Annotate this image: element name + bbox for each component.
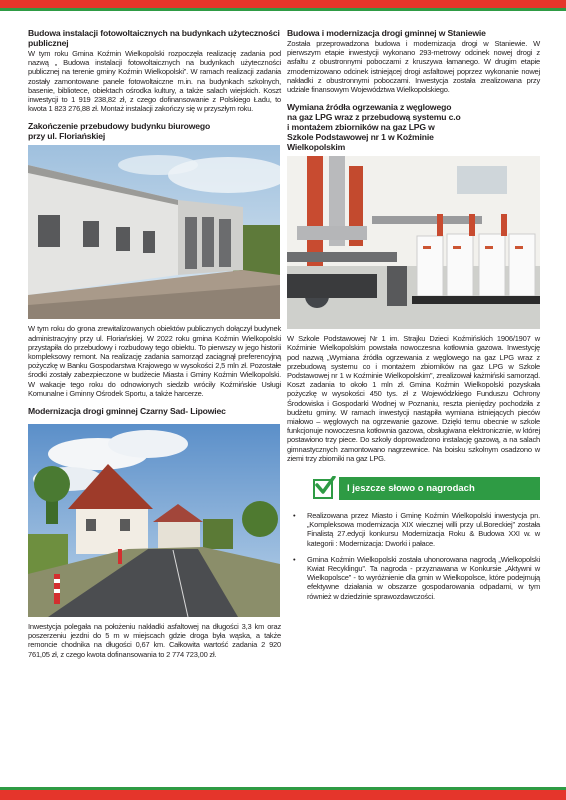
awards-banner-title: I jeszcze słowo o nagrodach	[339, 477, 540, 500]
top-color-bar	[0, 0, 566, 10]
photo-road-czarny-sad	[28, 424, 280, 617]
list-item	[287, 555, 540, 601]
section-body-office-building: W tym roku do grona zrewitalizowanych obiektów publicznych dołączył budynek administracyjny przy ul. Floriańskiej. W 2022 roku gmina Koźmin Wielkopolski przystąpiła do przebudowy i rozbudowy tego obiektu. To pierwszy w jego historii kompleksowy remont. Na realizację zadania samorząd zaciągnął preferencyjną pożyczkę w Banku Gospodarstwa Krajowego w wysokości 2,5 mln zł. Pozostałe środki zostały zabezpieczone w budżecie Miasta i Gminy Koźmin Wielkopolski. W wakacje tego roku do odnowionych siedzib wróciły Koźmińskie Usługi Komunalne i Gminny Ośrodek Sportu, a także harcerze.	[28, 324, 281, 398]
photo-office-building	[28, 145, 280, 319]
bullet-glyph: •	[293, 511, 296, 521]
section-title-staniew-road: Budowa i modernizacja drogi gminnej w Staniewie	[287, 28, 486, 38]
section-body-photovoltaics: W tym roku Gmina Koźmin Wielkopolski rozpoczęła realizację zadania pod nazwą „ Budowa instalacji fotowoltaicznych na budynkach użyteczności publicznej na terenie gminy Koźmin Wielkopolski”. W ramach realizacji zadania zostały zamontowane panele fotowoltaiczne m.in. na budynkach szkolnych, basenie, bibliotece, obiektach ośrodka kultury, a także salach wiejskich. Koszt inwestycji to 1 919 238,82 zł, z czego dofinansowanie z Polskiego Ładu, to kwota 1 823 276,88 zł. Montaż instalacji zakończy się w przyszłym roku.	[28, 49, 281, 114]
award-text: Gmina Koźmin Wielkopolski została uhonorowana nagrodą „Wielkopolski Kwiat Recyklingu”. Ta nagroda - przyznawana w Konkursie „Aktywni w Wielkopolsce” - to wyróżnienie dla gmin w Wielkopolsce, które podejmują efektywne działania w obszarze gospodarowania odpadami, w tym również w dziedzinie sprawozdawczości.	[307, 554, 540, 601]
awards-banner	[313, 475, 540, 502]
section-body-road-czarny-sad: Inwestycja polegała na położeniu nakładki asfaltowej na długości 3,3 km oraz poszerzeniu jezdni do 5 m w miejscach gdzie droga była wąska, a także remoncie chodnika na długości 0,67 km. Całkowita wartość zadania 2 920 761,05 zł, z czego kwota dofinansowania to 2 774 723,00 zł.	[28, 622, 281, 659]
section-body-staniew-road: Została przeprowadzona budowa i modernizacja drogi w Staniewie. W pierwszym etapie inwestycji wykonano 293-metrowy odcinek nowej drogi z asfaltu z obustronnymi poboczami z kruszywa łamanego. W drugim etapie zmodernizowano odcinek istniejącej drogi asfaltowej poprzez wykonanie nowej nakładki z obustronnymi poboczami. Inwestycja została zrealizowana przy udziale finansowym Województwa Wielkopolskiego.	[287, 39, 540, 95]
awards-list	[287, 511, 540, 601]
list-item	[287, 511, 540, 548]
check-icon	[313, 479, 333, 499]
right-column	[287, 28, 540, 608]
section-title-photovoltaics: Budowa instalacji fotowoltaicznych na budynkach użyteczności publicznej	[28, 28, 280, 48]
section-title-office-building: Zakończenie przebudowy budynku biurowego przy ul. Floriańskiej	[28, 121, 211, 142]
section-title-road-czarny-sad: Modernizacja drogi gminnej Czarny Sad- Lipowiec	[28, 406, 226, 417]
bottom-color-bar	[0, 790, 566, 800]
bullet-glyph: •	[293, 554, 296, 564]
section-title-lpg-heating: Wymiana źródła ogrzewania z węglowego na gaz LPG wraz z przebudową systemu c.o i montażem zbiorników na gaz LPG w Szkole Podstawowej nr 1 w Koźminie Wielkopolskim	[287, 102, 461, 153]
award-text: Realizowana przez Miasto i Gminę Koźmin Wielkopolski inwestycja pn. „Kompleksowa modernizacja XIX wiecznej willi przy ul.Boreckiej” została Finalistą 27.edycji konkursu Modernizacja Roku & Budowa XXI w. w kategorii : Modernizacja: Dworki i pałace.	[307, 511, 540, 548]
left-column	[28, 28, 281, 659]
section-body-lpg-heating: W Szkole Podstawowej Nr 1 im. Strajku Dzieci Koźmińskich 1906/1907 w Koźminie Wielkopolskim powstała nowoczesna kotłownia gazowa. Inwestycję pod nazwą „Wymiana źródła ogrzewania z węglowego na gaz LPG wraz z przebudową systemu co i montażem zbiorników na gaz LPG w Szkole Podstawowej nr 1 w Koźminie Wielkopolskim”, zrealizował każmiński samorząd. Koszt zadania to około 1 mln zł. Gmina Koźmin Wielkopolski pozyskała pożyczkę w wysokości 450 tys. zł z Wojewódzkiego Funduszu Ochrony Środowiska i Gospodarki Wodnej w Poznaniu, reszta pieniędzy pochodziła z budżetu gminy. W ramach inwestycji nastąpiła wymiana istniejących pieców miałowo – węglowych na ogrzewanie gazowe. Dzięki temu obecnie w szkole funkcjonuje nowoczesna kotłownia gazowa, obsługiwana elektronicznie, w której postawiono trzy piece. Do szkoły doprowadzono instalację gazową, a na salach gimnastycznych zamontowano nagrzewnice. Na boisku szkolnym osadzono w ziemi trzy zbiorniki na gaz LPG.	[287, 334, 540, 463]
photo-boiler-room	[287, 156, 540, 329]
